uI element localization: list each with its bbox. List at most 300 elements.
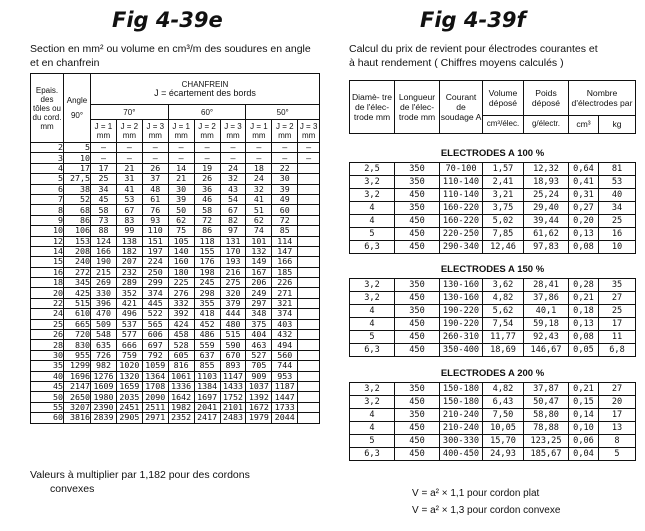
table-cell: 24: [246, 174, 272, 184]
table-cell: 1276: [91, 371, 117, 381]
table-cell: 190-220: [440, 318, 483, 331]
table-cell: 210-240: [440, 409, 483, 422]
table-row: [31, 194, 320, 204]
table-cell: 1364: [142, 371, 168, 381]
table-cell: 450: [395, 344, 440, 357]
table-cell: 276: [168, 288, 194, 298]
table-cell: —: [220, 143, 246, 153]
table-row: [31, 143, 320, 153]
table-cell: 7,50: [483, 409, 524, 422]
table-cell: 1187: [272, 381, 298, 391]
table-cell: 150-180: [440, 396, 483, 409]
table-cell: 155: [194, 246, 220, 256]
table-cell: [298, 226, 320, 236]
table-cell: 12,32: [524, 163, 569, 176]
table-cell: 1980: [91, 392, 117, 402]
j-col-header: J = 2 mm: [272, 120, 298, 143]
table-cell: 260-310: [440, 331, 483, 344]
fig-title-left: Fig 4-39e: [112, 8, 223, 32]
table-cell: 450: [395, 318, 440, 331]
table-cell: 4: [350, 409, 395, 422]
table-cell: 5: [64, 143, 91, 153]
angle-90: 90°: [70, 111, 84, 120]
angle-60: 60°: [168, 105, 246, 120]
table-cell: 2,41: [483, 176, 524, 189]
table-cell: 565: [142, 319, 168, 329]
table-cell: 167: [246, 267, 272, 277]
table-row: [31, 330, 320, 340]
table-row: [350, 409, 636, 422]
table-cell: 190: [91, 257, 117, 267]
table-row: [31, 309, 320, 319]
table-cell: 60: [272, 205, 298, 215]
table-cell: —: [246, 143, 272, 153]
table-cell: 1672: [246, 402, 272, 412]
table-row: [350, 279, 636, 292]
table-cell: —: [246, 153, 272, 163]
table-cell: 55: [31, 402, 64, 412]
table-cell: 75: [168, 226, 194, 236]
table-row: [31, 278, 320, 288]
table-cell: 26: [142, 163, 168, 173]
table-cell: [298, 194, 320, 204]
table-cell: 299: [142, 278, 168, 288]
table-cell: 1,57: [483, 163, 524, 176]
table-cell: 3,2: [350, 279, 395, 292]
table-cell: 48: [142, 184, 168, 194]
table-cell: 24,93: [483, 448, 524, 461]
table-cell: 463: [246, 340, 272, 350]
table-cell: 350: [395, 202, 440, 215]
table-cell: 350: [395, 279, 440, 292]
table-cell: 494: [272, 340, 298, 350]
table-cell: 73: [91, 215, 117, 225]
table-cell: 67: [220, 205, 246, 215]
table-row: [31, 174, 320, 184]
table-cell: 458: [168, 330, 194, 340]
table-cell: 207: [116, 257, 142, 267]
electrode-group-table: [349, 382, 636, 461]
nombre-cm3: cm³: [569, 115, 599, 133]
table-cell: 855: [194, 361, 220, 371]
formula-flat: V = a² × 1,1 pour cordon plat: [412, 488, 540, 499]
table-cell: 215: [91, 267, 117, 277]
table-cell: [298, 330, 320, 340]
table-cell: 720: [64, 330, 91, 340]
table-cell: 114: [272, 236, 298, 246]
col-epais: Epais. des tôles ou du cord. mm: [31, 74, 64, 143]
table-cell: 25: [599, 215, 636, 228]
table-cell: 224: [142, 257, 168, 267]
table-cell: 15,70: [483, 435, 524, 448]
table-cell: [298, 205, 320, 215]
table-cell: [298, 278, 320, 288]
subtitle-right-line2: à haut rendement ( Chiffres moyens calculés ): [349, 57, 564, 69]
table-row: [350, 215, 636, 228]
angle-label: Angle: [66, 96, 88, 105]
table-cell: 396: [91, 298, 117, 308]
table-cell: 3,2: [350, 176, 395, 189]
table-cell: 10: [64, 153, 91, 163]
table-cell: 404: [246, 330, 272, 340]
table-cell: 2041: [194, 402, 220, 412]
table-cell: 4,82: [483, 383, 524, 396]
table-cell: 403: [272, 319, 298, 329]
table-cell: 17: [599, 318, 636, 331]
table-cell: 4: [31, 163, 64, 173]
table-cell: 123,25: [524, 435, 569, 448]
table-cell: 6,43: [483, 396, 524, 409]
table-cell: 34: [599, 202, 636, 215]
table-cell: [298, 298, 320, 308]
table-cell: 9: [31, 215, 64, 225]
col-courant: Courant de soudage A: [440, 81, 483, 134]
table-cell: [298, 319, 320, 329]
fig-title-right: Fig 4-39f: [420, 8, 526, 32]
table-cell: 140: [168, 246, 194, 256]
table-row: [31, 184, 320, 194]
table-cell: 3,62: [483, 279, 524, 292]
table-cell: 78,88: [524, 422, 569, 435]
table-cell: 52: [64, 194, 91, 204]
subtitle-right-line1: Calcul du prix de revient pour électrodes courantes et: [349, 43, 598, 55]
table-cell: 38: [64, 184, 91, 194]
table-cell: 0,28: [569, 279, 599, 292]
table-cell: 20: [31, 288, 64, 298]
subtitle-left-line1: Section en mm² ou volume en cm³/m des soudures en angle: [30, 43, 311, 55]
table-cell: [298, 236, 320, 246]
table-cell: 893: [220, 361, 246, 371]
table-cell: 450: [395, 448, 440, 461]
table-cell: 425: [64, 288, 91, 298]
table-cell: 61,62: [524, 228, 569, 241]
table-cell: 509: [91, 319, 117, 329]
footnote-left: [30, 468, 330, 496]
table-cell: 6,3: [350, 448, 395, 461]
table-cell: 146,67: [524, 344, 569, 357]
table-cell: 1320: [116, 371, 142, 381]
table-cell: 50: [168, 205, 194, 215]
table-row: [31, 413, 320, 423]
table-cell: 41: [246, 194, 272, 204]
table-cell: 5: [350, 228, 395, 241]
table-cell: 101: [246, 236, 272, 246]
table-cell: [298, 392, 320, 402]
table-cell: 559: [194, 340, 220, 350]
table-cell: 232: [116, 267, 142, 277]
table-cell: 5: [350, 435, 395, 448]
table-cell: 4: [350, 215, 395, 228]
table-row: [350, 228, 636, 241]
table-cell: 1979: [246, 413, 272, 423]
table-cell: —: [220, 153, 246, 163]
table-cell: 182: [116, 246, 142, 256]
table-cell: 2390: [91, 402, 117, 412]
table-cell: 30: [31, 350, 64, 360]
table-cell: 32: [246, 184, 272, 194]
table-cell: 606: [142, 330, 168, 340]
table-cell: 86: [64, 215, 91, 225]
table-cell: 35: [599, 279, 636, 292]
table-cell: 560: [272, 350, 298, 360]
table-cell: 41: [116, 184, 142, 194]
electrode-group-table: [349, 278, 636, 357]
table-cell: 67: [116, 205, 142, 215]
table-cell: 45: [91, 194, 117, 204]
table-cell: 245: [194, 278, 220, 288]
table-cell: 2: [31, 143, 64, 153]
table-cell: 290-340: [440, 241, 483, 254]
table-cell: 2101: [220, 402, 246, 412]
footnote-left-line1: Valeurs à multiplier par 1,182 pour des cordons: [30, 469, 250, 481]
table-cell: 28,41: [524, 279, 569, 292]
table-cell: 332: [168, 298, 194, 308]
table-cell: [298, 246, 320, 256]
table-row: [350, 202, 636, 215]
poids-unit: g/électr.: [524, 115, 569, 133]
table-cell: 106: [64, 226, 91, 236]
table-cell: 25: [31, 319, 64, 329]
table-row: [350, 292, 636, 305]
table-cell: 697: [142, 340, 168, 350]
table-cell: 450: [395, 331, 440, 344]
table-cell: 18,69: [483, 344, 524, 357]
table-row: [350, 435, 636, 448]
table-cell: 62: [246, 215, 272, 225]
table-cell: 216: [220, 267, 246, 277]
table-cell: 424: [168, 319, 194, 329]
table-cell: 16: [599, 228, 636, 241]
table-cell: [298, 402, 320, 412]
table-cell: 93: [142, 215, 168, 225]
table-cell: 37: [142, 174, 168, 184]
table-cell: 705: [246, 361, 272, 371]
j-definition: J = écartement des bords: [154, 88, 256, 98]
table-cell: 76: [142, 205, 168, 215]
table-cell: 432: [272, 330, 298, 340]
j-col-header: J = 1 mm: [168, 120, 194, 143]
table-cell: 25,24: [524, 189, 569, 202]
table-cell: —: [116, 143, 142, 153]
table-cell: 4: [350, 318, 395, 331]
table-cell: 450: [395, 215, 440, 228]
j-col-header: J = 1 mm: [91, 120, 117, 143]
table-cell: 352: [116, 288, 142, 298]
table-cell: 953: [272, 371, 298, 381]
table-cell: 2044: [272, 413, 298, 423]
table-row: [31, 298, 320, 308]
table-cell: 40: [599, 189, 636, 202]
table-cell: 1447: [272, 392, 298, 402]
table-cell: 350: [395, 383, 440, 396]
table-cell: —: [116, 153, 142, 163]
table-cell: 1708: [142, 381, 168, 391]
table-cell: 160: [168, 257, 194, 267]
table-cell: 5: [599, 448, 636, 461]
table-cell: 392: [168, 309, 194, 319]
col-longueur: Longueur de l'élec- trode mm: [395, 81, 440, 134]
table-row: [350, 383, 636, 396]
table-cell: 515: [64, 298, 91, 308]
table-cell: 665: [64, 319, 91, 329]
table-cell: 72: [194, 215, 220, 225]
table-cell: 61: [142, 194, 168, 204]
table-cell: 12,46: [483, 241, 524, 254]
table-cell: 185: [272, 267, 298, 277]
table-cell: 5: [31, 174, 64, 184]
table-cell: 666: [116, 340, 142, 350]
table-cell: 0,13: [569, 318, 599, 331]
table-row: [350, 344, 636, 357]
table-cell: 577: [116, 330, 142, 340]
table-cell: 1336: [168, 381, 194, 391]
table-cell: 1059: [142, 361, 168, 371]
table-cell: 421: [116, 298, 142, 308]
table-cell: 2839: [91, 413, 117, 423]
table-cell: 2147: [64, 381, 91, 391]
table-cell: 11: [599, 331, 636, 344]
table-cell: 149: [246, 257, 272, 267]
table-cell: 82: [220, 215, 246, 225]
table-cell: 166: [91, 246, 117, 256]
table-cell: 450: [395, 435, 440, 448]
table-cell: 105: [168, 236, 194, 246]
table-cell: 26: [194, 174, 220, 184]
table-cell: 298: [194, 288, 220, 298]
table-row: [31, 205, 320, 215]
table-cell: 32: [220, 174, 246, 184]
table-row: [350, 422, 636, 435]
chanfrein-label: CHANFREIN: [181, 80, 229, 89]
table-cell: 68: [64, 205, 91, 215]
table-cell: [298, 174, 320, 184]
table-cell: 208: [64, 246, 91, 256]
table-cell: 83: [116, 215, 142, 225]
table-cell: [298, 340, 320, 350]
table-cell: 7: [31, 194, 64, 204]
table-cell: 40,1: [524, 305, 569, 318]
table-cell: 374: [142, 288, 168, 298]
table-cell: 0,21: [569, 292, 599, 305]
table-cell: 132: [246, 246, 272, 256]
table-cell: 792: [142, 350, 168, 360]
table-cell: 147: [272, 246, 298, 256]
col-volume: Volume déposé: [483, 81, 524, 116]
table-cell: 7,85: [483, 228, 524, 241]
subtitle-left: [30, 42, 330, 70]
table-cell: 130-160: [440, 292, 483, 305]
table-cell: 2971: [142, 413, 168, 423]
table-cell: 153: [64, 236, 91, 246]
table-cell: 350: [395, 176, 440, 189]
table-cell: 37,87: [524, 383, 569, 396]
table-cell: 22: [31, 298, 64, 308]
col-chanfrein: [91, 74, 320, 105]
table-cell: 450: [395, 189, 440, 202]
table-cell: 1147: [220, 371, 246, 381]
angle-50: 50°: [246, 105, 320, 120]
table-cell: 10,05: [483, 422, 524, 435]
table-cell: 72: [272, 215, 298, 225]
table-cell: 1020: [116, 361, 142, 371]
table-cell: 17: [64, 163, 91, 173]
table-cell: [298, 413, 320, 423]
volume-unit: cm³/élec.: [483, 115, 524, 133]
footnote-left-line2: convexes: [50, 483, 95, 495]
table-cell: [298, 184, 320, 194]
table-cell: —: [194, 153, 220, 163]
table-cell: 350: [395, 163, 440, 176]
table-cell: 97,83: [524, 241, 569, 254]
table-row: [350, 189, 636, 202]
table-cell: 29,40: [524, 202, 569, 215]
table-cell: 830: [64, 340, 91, 350]
angle-70: 70°: [91, 105, 169, 120]
table-cell: 300-330: [440, 435, 483, 448]
table-cell: 110-140: [440, 176, 483, 189]
table-cell: 548: [91, 330, 117, 340]
table-cell: 176: [194, 257, 220, 267]
table-cell: 528: [168, 340, 194, 350]
table-cell: 62: [168, 215, 194, 225]
table-cell: 450: [395, 396, 440, 409]
table-cell: —: [168, 153, 194, 163]
table-cell: —: [194, 143, 220, 153]
table-cell: [298, 309, 320, 319]
col-diametre: Diamè- tre de l'élec- trode mm: [350, 81, 395, 134]
table-cell: 97: [220, 226, 246, 236]
table-row: [350, 448, 636, 461]
table-cell: 1061: [168, 371, 194, 381]
table-cell: 13: [599, 422, 636, 435]
table-cell: 37,86: [524, 292, 569, 305]
table-cell: 350-400: [440, 344, 483, 357]
table-cell: 193: [220, 257, 246, 267]
table-row: [31, 340, 320, 350]
table-cell: 452: [194, 319, 220, 329]
table-cell: 445: [142, 298, 168, 308]
table-cell: 3: [31, 153, 64, 163]
table-cell: 0,18: [569, 305, 599, 318]
table-cell: 450: [395, 292, 440, 305]
table-cell: 418: [194, 309, 220, 319]
table-cell: 0,15: [569, 396, 599, 409]
table-cell: 289: [116, 278, 142, 288]
table-cell: 0,14: [569, 409, 599, 422]
table-cell: [298, 361, 320, 371]
table-cell: 21: [116, 163, 142, 173]
table-cell: 0,27: [569, 202, 599, 215]
table-cell: 50,47: [524, 396, 569, 409]
table-cell: 1642: [168, 392, 194, 402]
table-cell: 0,06: [569, 435, 599, 448]
table-row: [31, 361, 320, 371]
table-cell: 27: [599, 383, 636, 396]
table-cell: 2352: [168, 413, 194, 423]
table-cell: [298, 381, 320, 391]
table-cell: 8: [599, 435, 636, 448]
table-cell: 131: [220, 236, 246, 246]
table-row: [350, 318, 636, 331]
table-cell: 320: [220, 288, 246, 298]
table-cell: 1103: [194, 371, 220, 381]
table-cell: 4: [350, 422, 395, 435]
table-cell: 275: [220, 278, 246, 288]
table-cell: 22: [272, 163, 298, 173]
table-cell: 1982: [168, 402, 194, 412]
table-cell: 43: [220, 184, 246, 194]
table-cell: 6,3: [350, 344, 395, 357]
